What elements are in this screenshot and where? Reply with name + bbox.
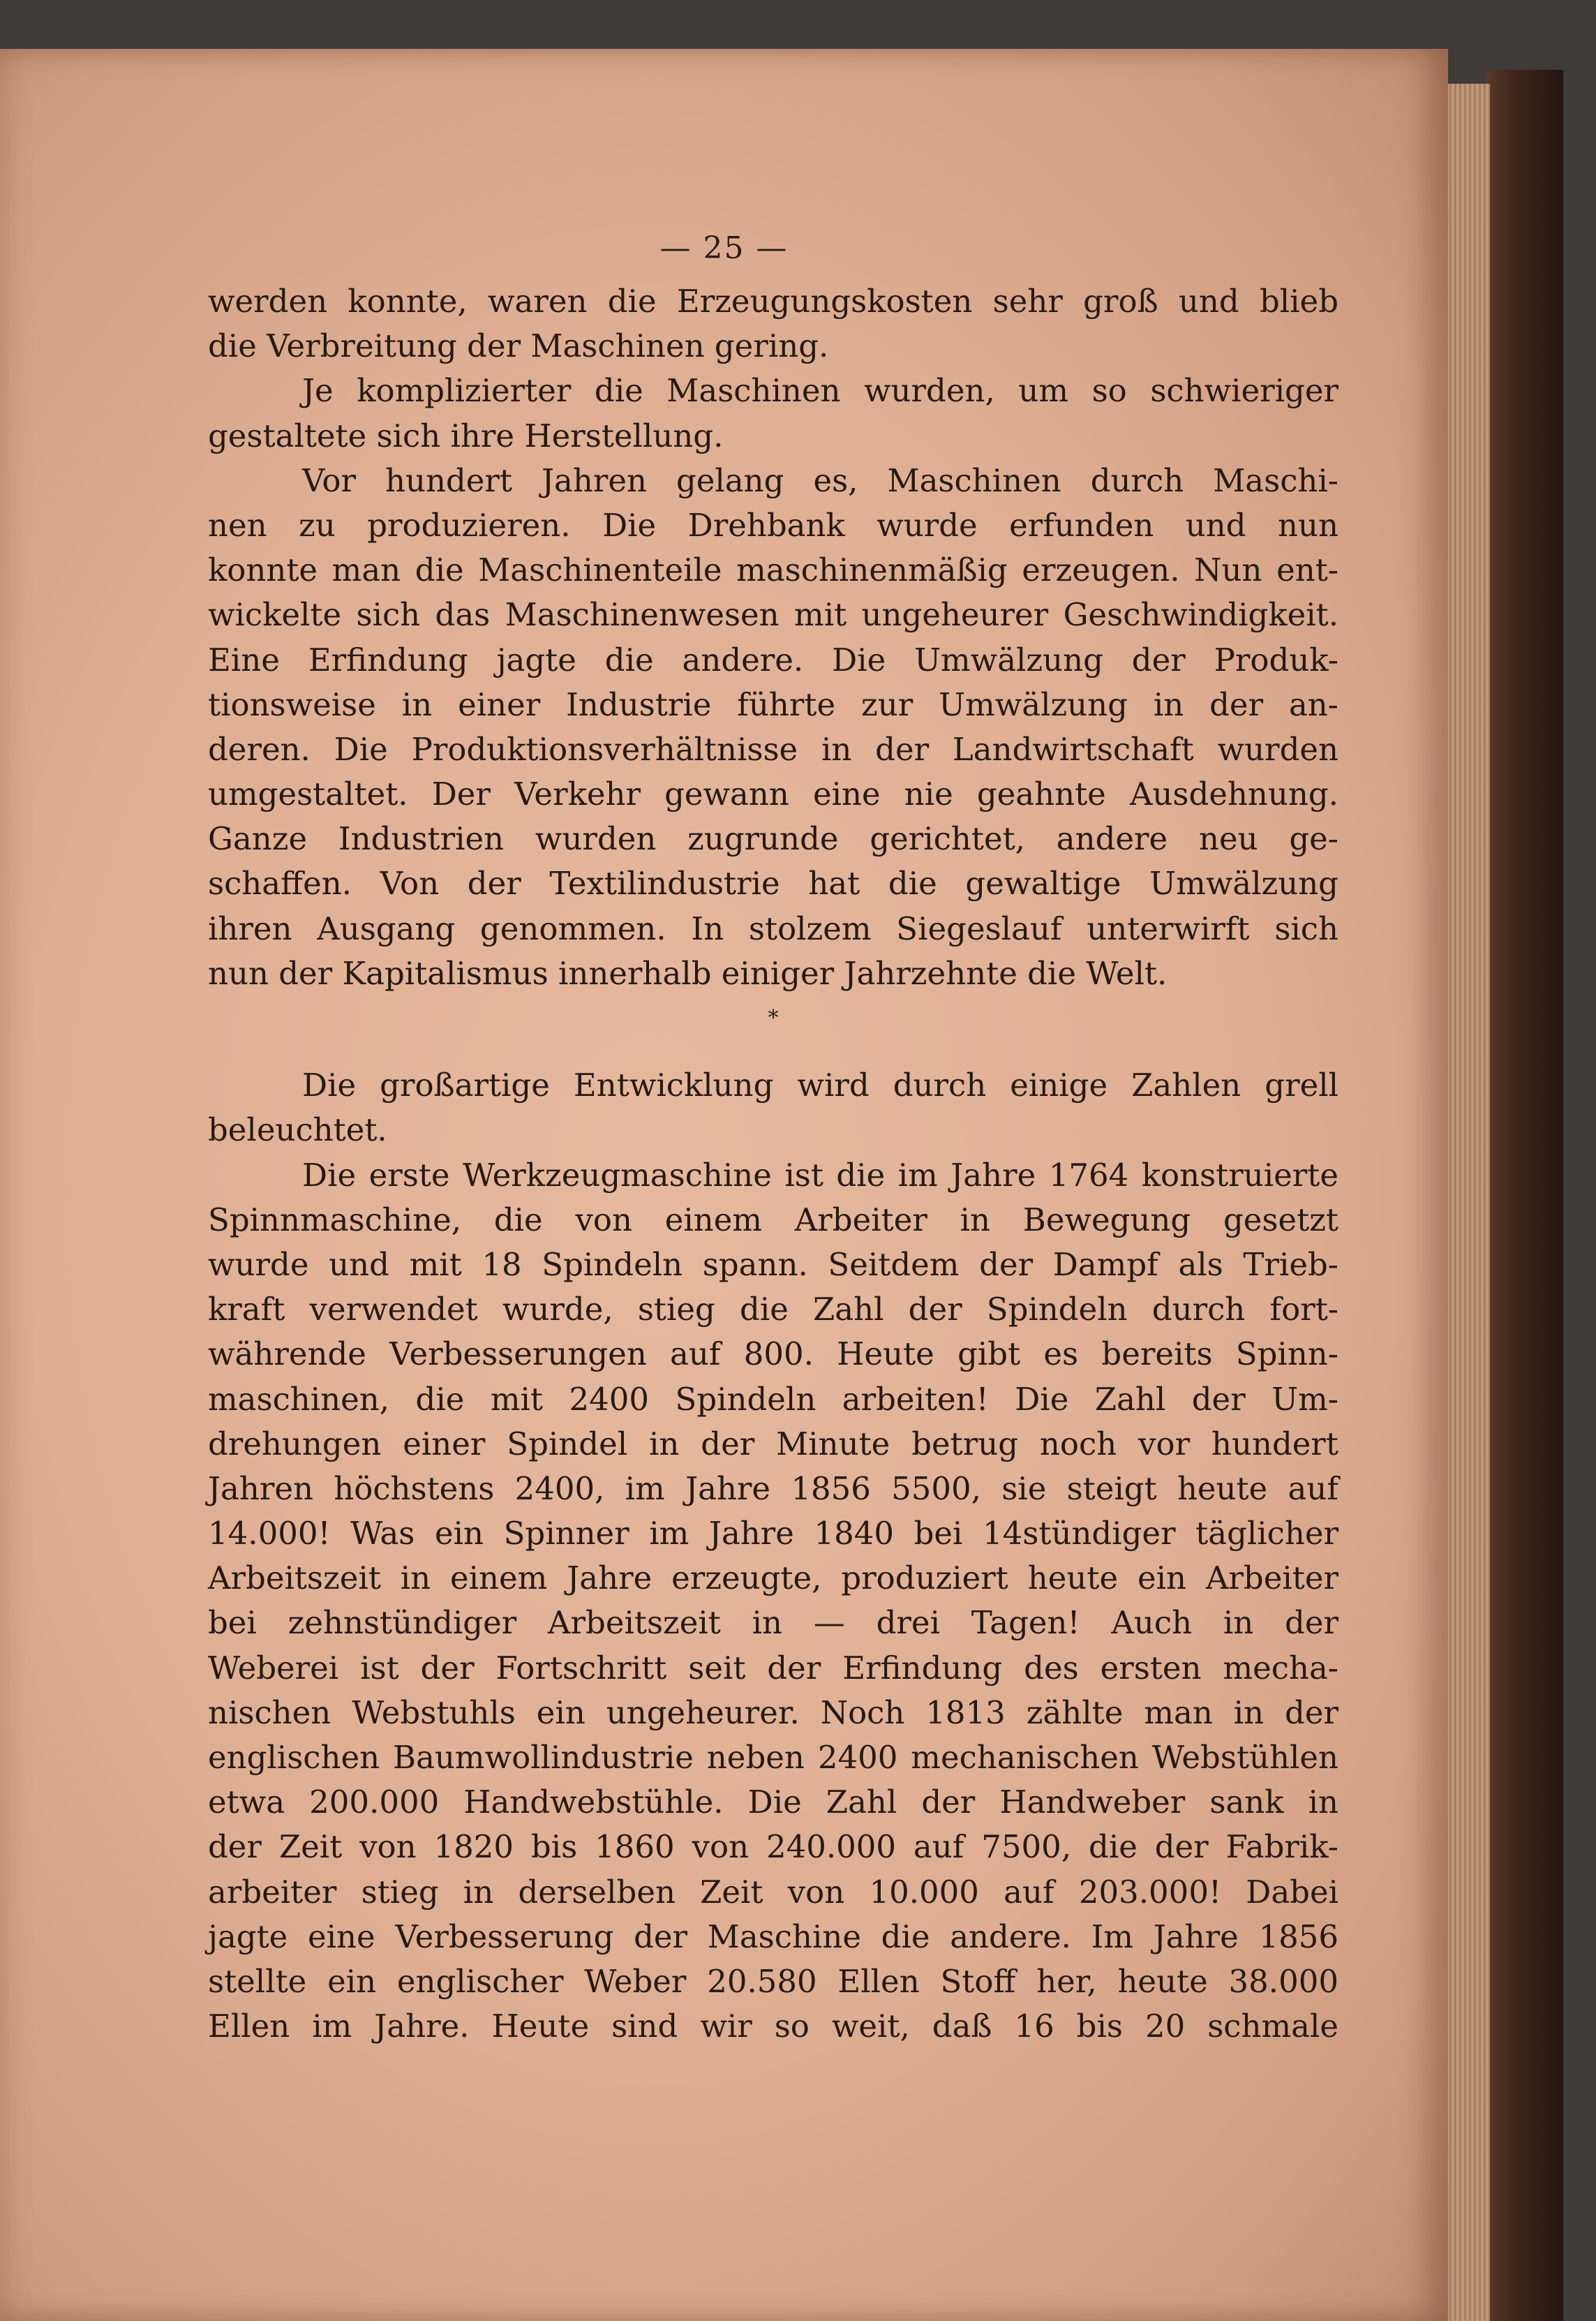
book-cover-edge (1486, 70, 1563, 2321)
text-line: maschinen, die mit 2400 Spindeln arbeiten! Die Zahl der Um- (208, 1380, 1338, 1418)
text-line: Vor hundert Jahren gelang es, Maschinen durch Maschi- (302, 461, 1338, 499)
text-line: die Verbreitung der Maschinen gering. (208, 327, 829, 365)
text-line: kraft verwendet wurde, stieg die Zahl der Spindeln durch fort- (208, 1291, 1338, 1328)
text-line: ihren Ausgang genommen. In stolzem Siegeslauf unterwirft sich (208, 910, 1338, 947)
text-line: der Zeit von 1820 bis 1860 von 240.000 auf 7500, die der Fabrik- (208, 1828, 1338, 1866)
text-line: stellte ein englischer Weber 20.580 Ellen Stoff her, heute 38.000 (208, 1962, 1338, 2000)
section-separator: * (768, 1006, 779, 1030)
text-line: konnte man die Maschinenteile maschinenmäßig erzeugen. Nun ent- (208, 551, 1338, 589)
page-number: — 25 — (659, 230, 789, 266)
text-line: bei zehnstündiger Arbeitszeit in — drei Tagen! Auch in der (208, 1604, 1338, 1642)
text-line: jagte eine Verbesserung der Maschine die andere. Im Jahre 1856 (208, 1918, 1338, 1955)
text-line: Je komplizierter die Maschinen wurden, um so schwieriger (302, 372, 1338, 410)
text-line: Jahren höchstens 2400, im Jahre 1856 5500, sie steigt heute auf (208, 1469, 1338, 1507)
body-text (208, 279, 1338, 2049)
text-line: wickelte sich das Maschinenwesen mit ungeheurer Geschwindigkeit. (208, 596, 1338, 634)
text-line: Spinnmaschine, die von einem Arbeiter in Bewegung gesetzt (208, 1201, 1338, 1238)
text-line: 14.000! Was ein Spinner im Jahre 1840 bei 14stündiger täglicher (208, 1515, 1338, 1552)
text-line: Ganze Industrien wurden zugrunde gerichtet, andere neu ge- (208, 820, 1338, 858)
text-line: wurde und mit 18 Spindeln spann. Seitdem der Dampf als Trieb- (208, 1245, 1338, 1283)
text-line: Die erste Werkzeugmaschine ist die im Jahre 1764 konstruierte (302, 1156, 1338, 1194)
text-line: Die großartige Entwicklung wird durch einige Zahlen grell (302, 1067, 1338, 1104)
text-line: arbeiter stieg in derselben Zeit von 10.000 auf 203.000! Dabei (208, 1873, 1338, 1911)
text-line: schaffen. Von der Textilindustrie hat die gewaltige Umwälzung (208, 865, 1338, 903)
text-line: nischen Webstuhls ein ungeheurer. Noch 1813 zählte man in der (208, 1693, 1338, 1731)
text-line: Weberei ist der Fortschritt seit der Erfindung des ersten mecha- (208, 1649, 1338, 1686)
text-line: deren. Die Produktionsverhältnisse in der Landwirtschaft wurden (208, 730, 1338, 768)
spacer (208, 1041, 1338, 1063)
text-line: Arbeitszeit in einem Jahre erzeugte, produziert heute ein Arbeiter (208, 1559, 1338, 1597)
text-line: nun der Kapitalismus innerhalb einiger Jahrzehnte die Welt. (208, 954, 1168, 992)
text-line: nen zu produzieren. Die Drehbank wurde erfunden und nun (208, 506, 1338, 544)
text-line: englischen Baumwollindustrie neben 2400 mechanischen Webstühlen (208, 1739, 1338, 1776)
text-line: beleuchtet. (208, 1111, 387, 1149)
text-line: drehungen einer Spindel in der Minute betrug noch vor hundert (208, 1425, 1338, 1462)
text-line: tionsweise in einer Industrie führte zur Umwälzung in der an- (208, 685, 1338, 723)
text-line: werden konnte, waren die Erzeugungskosten sehr groß und blieb (208, 283, 1338, 320)
text-line: Ellen im Jahre. Heute sind wir so weit, daß 16 bis 20 schmale (208, 2008, 1338, 2045)
text-line: etwa 200.000 Handwebstühle. Die Zahl der Handweber sank in (208, 1784, 1338, 1821)
text-line: gestaltete sich ihre Herstellung. (208, 417, 724, 454)
text-line: umgestaltet. Der Verkehr gewann eine nie geahnte Ausdehnung. (208, 776, 1338, 813)
text-line: währende Verbesserungen auf 800. Heute gibt es bereits Spinn- (208, 1335, 1338, 1373)
text-line: Eine Erfindung jagte die andere. Die Umwälzung der Produk- (208, 641, 1338, 678)
